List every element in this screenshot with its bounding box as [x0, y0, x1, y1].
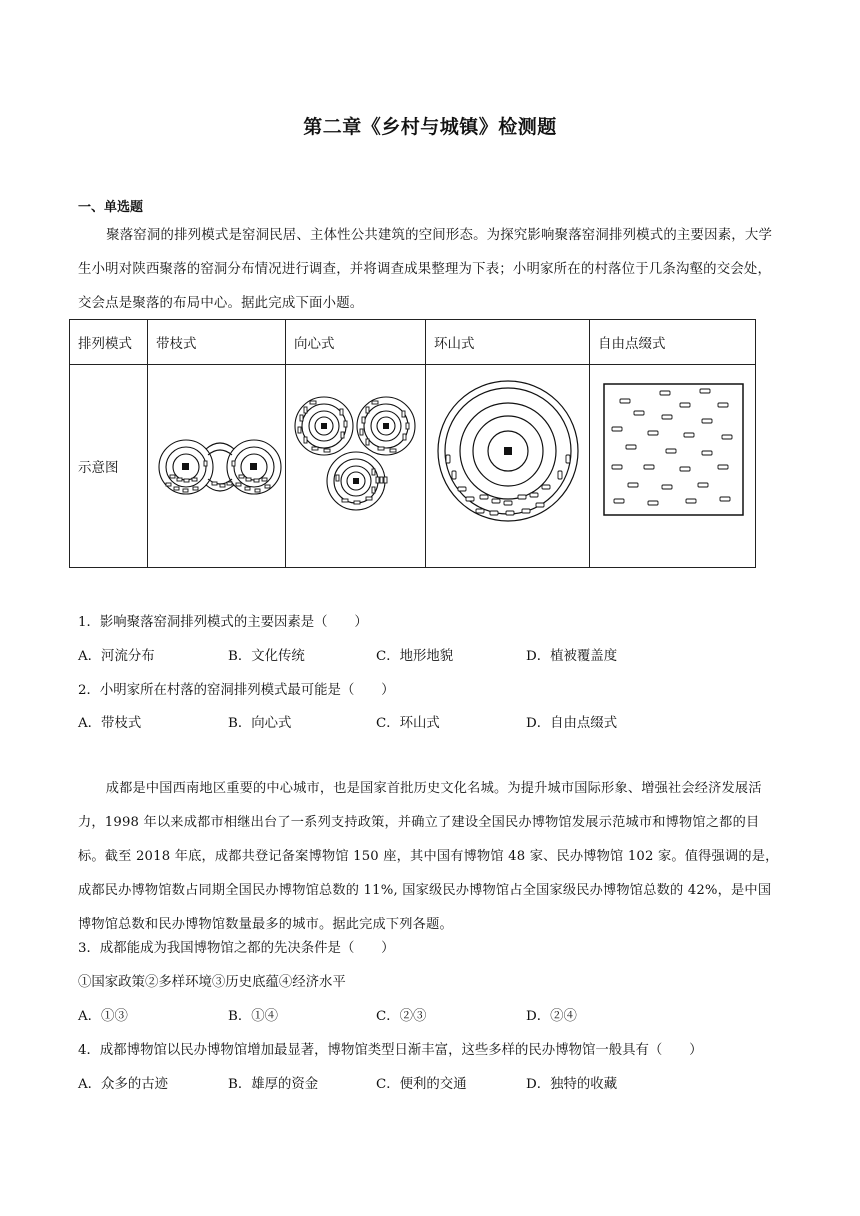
page-title: 第二章《乡村与城镇》检测题: [303, 116, 557, 138]
table-diagram-row: [70, 365, 756, 568]
question-4-stem: 4．成都博物馆以民办博物馆增加最显著，博物馆类型日渐丰富，这些多样的民办博物馆一般具有（ ）: [78, 1043, 703, 1058]
branch-pattern-diagram: [148, 365, 285, 567]
option-c[interactable]: C．②③: [376, 1009, 427, 1024]
arrangement-mode-table: [69, 319, 756, 568]
table-header-cell: 带枝式: [148, 320, 286, 365]
table-header-cell: 向心式: [286, 320, 426, 365]
option-d[interactable]: D．自由点缀式: [526, 716, 618, 731]
table-header-cell: 自由点缀式: [590, 320, 756, 365]
option-a[interactable]: A．众多的古迹: [78, 1077, 169, 1092]
mountain-ring-pattern-diagram: [426, 365, 589, 567]
option-c[interactable]: C．地形地貌: [376, 649, 454, 664]
passage-chengdu-museums: 成都是中国西南地区重要的中心城市，也是国家首批历史文化名城。为提升城市国际形象、增强社会经济发展活力，1998 年以来成都市相继出台了一系列支持政策，并确立了建设全国民办博物馆发展示范城市和博物馆之都的目标。截至 2018 年底，成都共登记备案博物馆 150 座，其中国有博物馆 48 家、民办博物馆 102 家。值得强调的是，成都民办博物馆数占同期全国民办博物馆总数的 11%, 国家级民办博物馆占全国家级民办博物馆总数的 42%，是中国博物馆总数和民办博物馆数量最多的城市。据此完成下列各题。: [78, 781, 779, 932]
mountain-ring-pattern-cell: [426, 365, 590, 568]
option-d[interactable]: D．植被覆盖度: [526, 649, 618, 664]
branch-pattern-cell: [148, 365, 286, 568]
centripetal-pattern-diagram: [286, 365, 425, 567]
diagram-row-label: 示意图: [70, 365, 148, 568]
option-d[interactable]: D．②④: [526, 1009, 577, 1024]
option-a[interactable]: A．①③: [78, 1009, 128, 1024]
option-c[interactable]: C．便利的交通: [376, 1077, 467, 1092]
question-3-stem: 3．成都能成为我国博物馆之都的先决条件是（ ）: [78, 941, 395, 956]
option-b[interactable]: B．向心式: [228, 716, 292, 731]
centripetal-pattern-cell: [286, 365, 426, 568]
option-a[interactable]: A．河流分布: [78, 649, 155, 664]
section-heading: 一、单选题: [78, 200, 144, 215]
option-d[interactable]: D．独特的收藏: [526, 1077, 618, 1092]
free-scatter-pattern-diagram: [590, 365, 755, 567]
option-b[interactable]: B．雄厚的资金: [228, 1077, 319, 1092]
question-1-stem: 1．影响聚落窑洞排列模式的主要因素是（ ）: [78, 615, 368, 630]
passage-loess-cave-dwellings: 聚落窑洞的排列模式是窑洞民居、主体性公共建筑的空间形态。为探究影响聚落窑洞排列模式的主要因素，大学生小明对陕西聚落的窑洞分布情况进行调查，并将调查成果整理为下表；小明家所在的村落位于几条沟壑的交会处，交会点是聚落的布局中心。据此完成下面小题。: [78, 228, 773, 311]
option-b[interactable]: B．①④: [228, 1009, 279, 1024]
question-3-items: ①国家政策②多样环境③历史底蕴④经济水平: [78, 975, 346, 990]
option-c[interactable]: C．环山式: [376, 716, 440, 731]
table-header-row: [70, 320, 756, 365]
table-header-cell: 环山式: [426, 320, 590, 365]
table-header-cell: 排列模式: [70, 320, 148, 365]
option-a[interactable]: A．带枝式: [78, 716, 142, 731]
option-b[interactable]: B．文化传统: [228, 649, 305, 664]
free-scatter-pattern-cell: [590, 365, 756, 568]
question-2-stem: 2．小明家所在村落的窑洞排列模式最可能是（ ）: [78, 683, 395, 698]
